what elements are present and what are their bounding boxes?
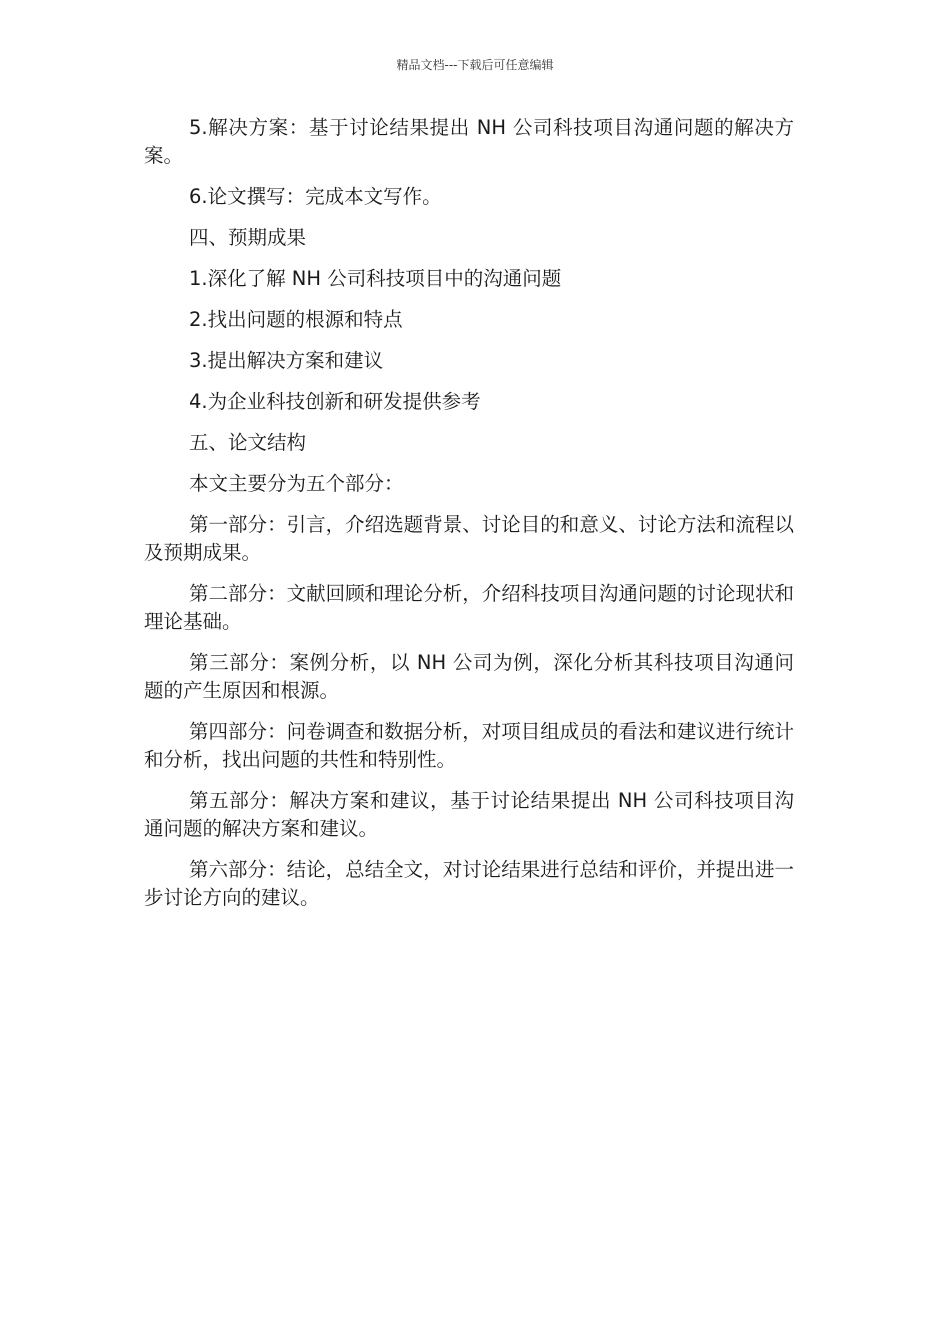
list-item: 3.提出解决方案和建议 — [189, 349, 384, 372]
paragraph-writing: 6.论文撰写：完成本文写作。 — [189, 185, 442, 208]
paragraph-part-6: 第六部分：结论，总结全文，对讨论结果进行总结和评价，并提出进一步讨论方向的建议。 — [144, 858, 794, 909]
list-item: 1.深化了解 NH 公司科技项目中的沟通问题 — [189, 267, 562, 290]
section-heading-thesis-structure: 五、论文结构 — [189, 431, 307, 454]
paragraph-part-1: 第一部分：引言，介绍选题背景、讨论目的和意义、讨论方法和流程以及预期成果。 — [144, 513, 794, 564]
paragraph-structure-intro: 本文主要分为五个部分： — [189, 472, 404, 495]
paragraph-part-5: 第五部分：解决方案和建议，基于讨论结果提出 NH 公司科技项目沟通问题的解决方案和建议。 — [144, 789, 794, 840]
paragraph-part-2: 第二部分：文献回顾和理论分析，介绍科技项目沟通问题的讨论现状和理论基础。 — [144, 582, 794, 633]
list-item: 2.找出问题的根源和特点 — [189, 308, 403, 331]
document-body — [144, 114, 794, 925]
paragraph-part-4: 第四部分：问卷调查和数据分析，对项目组成员的看法和建议进行统计和分析，找出问题的共性和特别性。 — [144, 720, 794, 771]
page-header: 精品文档---下载后可任意编辑 — [396, 58, 554, 72]
paragraph-part-3: 第三部分：案例分析，以 NH 公司为例，深化分析其科技项目沟通问题的产生原因和根源。 — [144, 651, 794, 702]
list-item: 4.为企业科技创新和研发提供参考 — [189, 390, 481, 413]
paragraph-solution: 5.解决方案：基于讨论结果提出 NH 公司科技项目沟通问题的解决方案。 — [144, 116, 794, 167]
section-heading-expected-results: 四、预期成果 — [189, 226, 307, 249]
